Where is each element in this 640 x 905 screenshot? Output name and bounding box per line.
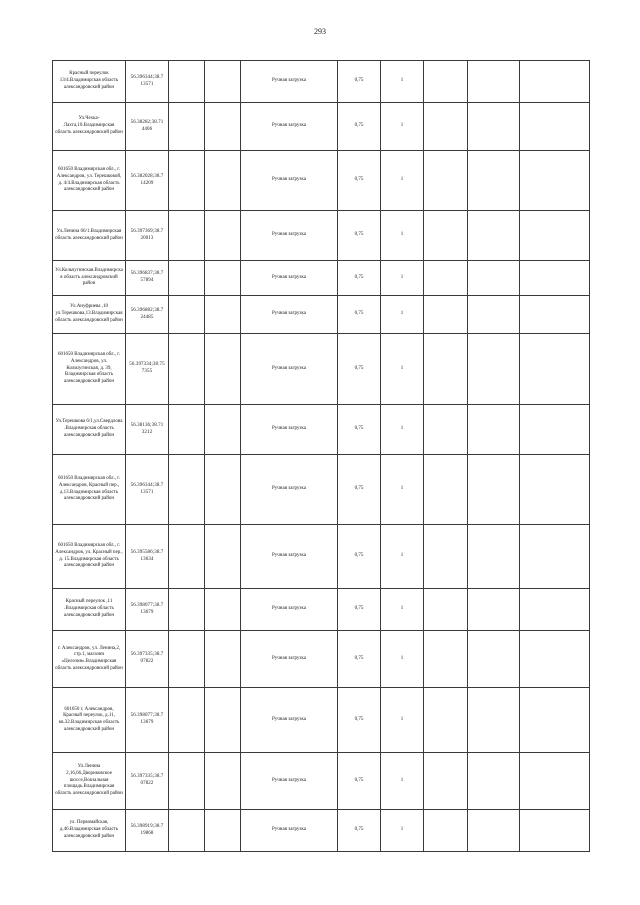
coordinates-cell: 56.396344;38.7 13571 xyxy=(126,455,169,525)
empty-cell xyxy=(205,631,241,688)
empty-cell xyxy=(424,455,468,525)
empty-cell xyxy=(169,688,205,753)
count-cell: 1 xyxy=(381,688,424,753)
table-row xyxy=(53,334,590,405)
loading-type-cell: Ручная загрузка xyxy=(241,261,338,296)
empty-cell xyxy=(424,810,468,852)
empty-cell xyxy=(169,103,205,151)
empty-cell xyxy=(205,525,241,589)
coordinates-cell: 56.397335;38.7 07822 xyxy=(126,753,169,810)
empty-cell xyxy=(468,61,520,103)
count-cell: 1 xyxy=(381,261,424,296)
loading-type-cell: Ручная загрузка xyxy=(241,405,338,455)
empty-cell xyxy=(205,753,241,810)
coordinates-cell: 56.38282;38.71 4406 xyxy=(126,103,169,151)
empty-cell xyxy=(520,296,590,334)
empty-cell xyxy=(424,103,468,151)
empty-cell xyxy=(424,211,468,261)
address-cell: Ул.Ленина 66/1.Владимирская область александровский район xyxy=(53,211,126,261)
table-row xyxy=(53,61,590,103)
empty-cell xyxy=(424,296,468,334)
count-cell: 1 xyxy=(381,211,424,261)
loading-type-cell: Ручная загрузка xyxy=(241,525,338,589)
volume-cell: 0,75 xyxy=(338,261,381,296)
empty-cell xyxy=(169,296,205,334)
address-cell: 601650 г. Александров, Красный переулок, д.11, кв.32.Владимирская область александровский район xyxy=(53,688,126,753)
empty-cell xyxy=(468,405,520,455)
empty-cell xyxy=(424,61,468,103)
empty-cell xyxy=(520,334,590,405)
loading-type-cell: Ручная загрузка xyxy=(241,211,338,261)
address-cell: Ул.Ануфриева ,10 ул.Терешкова,13.Владимирская область александровский район xyxy=(53,296,126,334)
address-cell: 601650 Владимирская обл., г. Александров, ул. Терешковой, д. 4/4.Владимирская область александровский район xyxy=(53,151,126,211)
empty-cell xyxy=(468,296,520,334)
empty-cell xyxy=(520,688,590,753)
loading-type-cell: Ручная загрузка xyxy=(241,103,338,151)
empty-cell xyxy=(424,525,468,589)
count-cell: 1 xyxy=(381,151,424,211)
count-cell: 1 xyxy=(381,61,424,103)
empty-cell xyxy=(205,61,241,103)
address-cell: 601650 Владимирская обл., г. Александров, ул. Кольчугинская, д. 39, Владимирская область александровский район xyxy=(53,334,126,405)
empty-cell xyxy=(424,753,468,810)
empty-cell xyxy=(424,589,468,631)
volume-cell: 0,75 xyxy=(338,525,381,589)
coordinates-cell: 56.398919;38.7 19868 xyxy=(126,810,169,852)
table-row xyxy=(53,589,590,631)
empty-cell xyxy=(468,631,520,688)
volume-cell: 0,75 xyxy=(338,103,381,151)
empty-cell xyxy=(424,631,468,688)
empty-cell xyxy=(520,525,590,589)
empty-cell xyxy=(520,211,590,261)
table-row xyxy=(53,211,590,261)
table-row xyxy=(53,525,590,589)
count-cell: 1 xyxy=(381,405,424,455)
table-row xyxy=(53,631,590,688)
coordinates-cell: 56.38136;38.71 3212 xyxy=(126,405,169,455)
loading-type-cell: Ручная загрузка xyxy=(241,589,338,631)
loading-type-cell: Ручная загрузка xyxy=(241,810,338,852)
empty-cell xyxy=(468,151,520,211)
page-number: 293 xyxy=(314,27,326,36)
empty-cell xyxy=(169,589,205,631)
address-cell: Красный переулок ,11 .Владимирская область александровский район xyxy=(53,589,126,631)
empty-cell xyxy=(169,61,205,103)
address-cell: Ул.Ленина 2,16,66.Двориковское шоссе,Вокзальная площадь.Владимирская область александровский район xyxy=(53,753,126,810)
empty-cell xyxy=(169,405,205,455)
container-sites-table xyxy=(52,60,590,852)
address-cell: Красный переулок 13/4.Владимирская область александровский район xyxy=(53,61,126,103)
count-cell: 1 xyxy=(381,455,424,525)
coordinates-cell: 56.397335;38.7 07822 xyxy=(126,631,169,688)
loading-type-cell: Ручная загрузка xyxy=(241,631,338,688)
address-cell: 601650 Владимирская обл., г. Александров, ул. Красный пер., д. 15.Владимирская область александровский район xyxy=(53,525,126,589)
empty-cell xyxy=(205,405,241,455)
empty-cell xyxy=(520,61,590,103)
empty-cell xyxy=(468,103,520,151)
empty-cell xyxy=(205,151,241,211)
empty-cell xyxy=(169,810,205,852)
address-cell: Ул.Терешкова 6/1,ул.Свердлова .Владимирская область александровский район xyxy=(53,405,126,455)
table-row xyxy=(53,688,590,753)
coordinates-cell: 56.382028;38.7 14209 xyxy=(126,151,169,211)
empty-cell xyxy=(424,261,468,296)
empty-cell xyxy=(520,631,590,688)
address-cell: ул. Первомайская, д.46.Владимирская область александровский район xyxy=(53,810,126,852)
coordinates-cell: 56.398077;38.7 13679 xyxy=(126,688,169,753)
empty-cell xyxy=(205,688,241,753)
empty-cell xyxy=(468,525,520,589)
volume-cell: 0,75 xyxy=(338,753,381,810)
empty-cell xyxy=(169,334,205,405)
coordinates-cell: 56.396344;38.7 13571 xyxy=(126,61,169,103)
empty-cell xyxy=(169,455,205,525)
volume-cell: 0,75 xyxy=(338,810,381,852)
count-cell: 1 xyxy=(381,631,424,688)
volume-cell: 0,75 xyxy=(338,455,381,525)
volume-cell: 0,75 xyxy=(338,405,381,455)
coordinates-cell: 56.396882;38.7 24485 xyxy=(126,296,169,334)
empty-cell xyxy=(520,103,590,151)
count-cell: 1 xyxy=(381,103,424,151)
volume-cell: 0,75 xyxy=(338,631,381,688)
coordinates-cell: 56.398077;38.7 13679 xyxy=(126,589,169,631)
loading-type-cell: Ручная загрузка xyxy=(241,688,338,753)
loading-type-cell: Ручная загрузка xyxy=(241,753,338,810)
empty-cell xyxy=(520,151,590,211)
empty-cell xyxy=(424,405,468,455)
empty-cell xyxy=(424,688,468,753)
count-cell: 1 xyxy=(381,296,424,334)
empty-cell xyxy=(468,334,520,405)
empty-cell xyxy=(424,151,468,211)
table-row xyxy=(53,810,590,852)
volume-cell: 0,75 xyxy=(338,211,381,261)
empty-cell xyxy=(520,589,590,631)
empty-cell xyxy=(468,455,520,525)
empty-cell xyxy=(169,525,205,589)
empty-cell xyxy=(205,589,241,631)
coordinates-cell: 56.396837;38.7 57894 xyxy=(126,261,169,296)
empty-cell xyxy=(520,753,590,810)
address-cell: г. Александров, ул. Ленина,2, стр.1, магазин «Целозия».Владимирская область александровский район xyxy=(53,631,126,688)
empty-cell xyxy=(520,261,590,296)
empty-cell xyxy=(520,405,590,455)
address-cell: Ул.Чехка-Лахта,10.Владимирская область александровский район xyxy=(53,103,126,151)
empty-cell xyxy=(468,211,520,261)
count-cell: 1 xyxy=(381,810,424,852)
volume-cell: 0,75 xyxy=(338,334,381,405)
empty-cell xyxy=(205,810,241,852)
empty-cell xyxy=(169,631,205,688)
table-row xyxy=(53,261,590,296)
table-row xyxy=(53,103,590,151)
count-cell: 1 xyxy=(381,334,424,405)
table-row xyxy=(53,405,590,455)
table-row xyxy=(53,455,590,525)
empty-cell xyxy=(468,589,520,631)
loading-type-cell: Ручная загрузка xyxy=(241,334,338,405)
coordinates-cell: 56.397334;38.75 7355 xyxy=(126,334,169,405)
table-row xyxy=(53,753,590,810)
volume-cell: 0,75 xyxy=(338,688,381,753)
empty-cell xyxy=(468,810,520,852)
empty-cell xyxy=(205,211,241,261)
address-cell: Ул.Кольчугинская.Владимирская область александровский район xyxy=(53,261,126,296)
empty-cell xyxy=(468,753,520,810)
empty-cell xyxy=(205,334,241,405)
count-cell: 1 xyxy=(381,753,424,810)
coordinates-cell: 56.397369;38.7 20013 xyxy=(126,211,169,261)
count-cell: 1 xyxy=(381,589,424,631)
coordinates-cell: 56.395586;38.7 13634 xyxy=(126,525,169,589)
loading-type-cell: Ручная загрузка xyxy=(241,455,338,525)
empty-cell xyxy=(468,688,520,753)
empty-cell xyxy=(169,261,205,296)
empty-cell xyxy=(520,810,590,852)
empty-cell xyxy=(169,151,205,211)
volume-cell: 0,75 xyxy=(338,61,381,103)
table-row xyxy=(53,296,590,334)
empty-cell xyxy=(468,261,520,296)
count-cell: 1 xyxy=(381,525,424,589)
empty-cell xyxy=(205,296,241,334)
empty-cell xyxy=(205,455,241,525)
table-row xyxy=(53,151,590,211)
empty-cell xyxy=(520,455,590,525)
empty-cell xyxy=(205,103,241,151)
empty-cell xyxy=(424,334,468,405)
loading-type-cell: Ручная загрузка xyxy=(241,61,338,103)
loading-type-cell: Ручная загрузка xyxy=(241,151,338,211)
volume-cell: 0,75 xyxy=(338,151,381,211)
empty-cell xyxy=(169,753,205,810)
volume-cell: 0,75 xyxy=(338,296,381,334)
volume-cell: 0,75 xyxy=(338,589,381,631)
loading-type-cell: Ручная загрузка xyxy=(241,296,338,334)
empty-cell xyxy=(205,261,241,296)
address-cell: 601650 Владимирская обл., г. Александров, Красный пер., д.13.Владимирская область александровский район xyxy=(53,455,126,525)
empty-cell xyxy=(169,211,205,261)
